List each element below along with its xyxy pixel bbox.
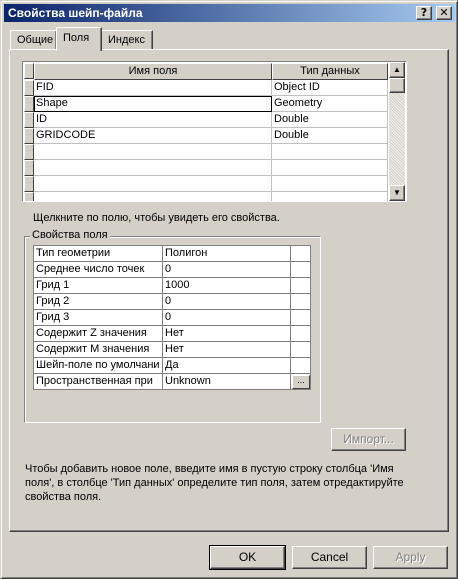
field-properties-grid	[33, 245, 311, 390]
table-row[interactable]	[24, 112, 388, 128]
property-row[interactable]	[34, 246, 311, 262]
field-properties-title: Свойства поля	[32, 229, 108, 241]
property-value[interactable]: Нет	[163, 342, 291, 358]
tab-fields[interactable]: Поля	[56, 27, 102, 51]
data-type-cell[interactable]	[272, 192, 388, 202]
table-row[interactable]	[24, 144, 388, 160]
property-name: Грид 3	[34, 310, 163, 326]
help-button[interactable]: ?	[416, 6, 432, 20]
table-row[interactable]	[24, 128, 388, 144]
data-type-cell[interactable]	[272, 160, 388, 176]
property-row[interactable]	[34, 374, 311, 390]
header-selector	[24, 63, 34, 79]
property-value[interactable]: 0	[163, 310, 291, 326]
field-name-cell[interactable]	[34, 144, 272, 160]
field-name-cell[interactable]	[34, 192, 272, 202]
close-button[interactable]: ✕	[436, 6, 452, 20]
property-row[interactable]	[34, 294, 311, 310]
property-name: Содержит М значения	[34, 342, 163, 358]
property-row[interactable]	[34, 326, 311, 342]
window-title: Свойства шейп-файла	[8, 6, 143, 20]
scroll-thumb[interactable]	[389, 78, 405, 93]
field-name-cell[interactable]: ID	[34, 112, 272, 128]
apply-button[interactable]: Apply	[373, 546, 448, 569]
row-selector[interactable]	[24, 96, 34, 112]
tab-index[interactable]: Индекс	[101, 30, 153, 50]
cancel-button[interactable]: Cancel	[292, 546, 367, 569]
instructions-text: Чтобы добавить новое поле, введите имя в пустую строку столбца 'Имя поля', в столбце 'Тип данных' определите тип поля, затем отредактируйте свойства поля.	[25, 463, 404, 503]
property-row[interactable]	[34, 278, 311, 294]
property-name: Содержит Z значения	[34, 326, 163, 342]
title-bar[interactable]	[4, 4, 455, 22]
row-selector[interactable]	[24, 176, 34, 192]
property-name: Грид 1	[34, 278, 163, 294]
data-type-cell[interactable]: Double	[272, 128, 388, 144]
header-field-name[interactable]: Имя поля	[34, 63, 272, 80]
property-row[interactable]	[34, 342, 311, 358]
property-name: Шейп-поле по умолчани	[34, 358, 163, 374]
property-value[interactable]: Да	[163, 358, 291, 374]
row-selector[interactable]	[24, 112, 34, 128]
property-value[interactable]: Полигон	[163, 246, 291, 262]
fields-table-scrollbar[interactable]	[389, 62, 405, 201]
table-row[interactable]	[24, 80, 388, 96]
property-name: Пространственная при	[34, 374, 163, 390]
data-type-cell[interactable]	[272, 144, 388, 160]
ok-button[interactable]: OK	[210, 546, 285, 569]
data-type-cell[interactable]: Object ID	[272, 80, 388, 96]
field-name-cell[interactable]	[34, 160, 272, 176]
table-row[interactable]	[24, 192, 388, 202]
property-name: Грид 2	[34, 294, 163, 310]
data-type-cell[interactable]: Geometry	[272, 96, 388, 112]
property-name: Среднее число точек	[34, 262, 163, 278]
import-button[interactable]: Импорт...	[331, 428, 406, 451]
row-selector[interactable]	[24, 192, 34, 202]
fields-table-body	[24, 80, 388, 202]
field-hint-text: Щелкните по полю, чтобы увидеть его свойства.	[33, 212, 280, 224]
header-data-type[interactable]: Тип данных	[272, 63, 388, 80]
field-name-cell[interactable]: FID	[34, 80, 272, 96]
data-type-cell[interactable]: Double	[272, 112, 388, 128]
row-selector[interactable]	[24, 128, 34, 144]
table-row[interactable]	[24, 176, 388, 192]
table-row[interactable]	[24, 160, 388, 176]
property-name: Тип геометрии	[34, 246, 163, 262]
property-value[interactable]: 1000	[163, 278, 291, 294]
spatial-reference-ellipsis-button[interactable]: ...	[292, 375, 310, 389]
scroll-down-icon[interactable]: ▼	[389, 185, 405, 201]
row-selector[interactable]	[24, 80, 34, 96]
field-name-cell[interactable]: GRIDCODE	[34, 128, 272, 144]
property-value[interactable]: Нет	[163, 326, 291, 342]
property-value[interactable]: 0	[163, 294, 291, 310]
data-type-cell[interactable]	[272, 176, 388, 192]
table-row[interactable]	[24, 96, 388, 112]
row-selector[interactable]	[24, 160, 34, 176]
field-name-cell[interactable]	[34, 176, 272, 192]
row-selector[interactable]	[24, 144, 34, 160]
property-value[interactable]: Unknown	[163, 374, 291, 390]
fields-table-header	[24, 63, 388, 80]
property-value[interactable]: 0	[163, 262, 291, 278]
scroll-up-icon[interactable]: ▲	[389, 62, 405, 78]
field-name-cell[interactable]: Shape	[34, 96, 272, 112]
tab-general[interactable]: Общие	[10, 30, 57, 50]
property-row[interactable]	[34, 358, 311, 374]
property-row[interactable]	[34, 310, 311, 326]
property-row[interactable]	[34, 262, 311, 278]
fields-table	[22, 61, 407, 202]
